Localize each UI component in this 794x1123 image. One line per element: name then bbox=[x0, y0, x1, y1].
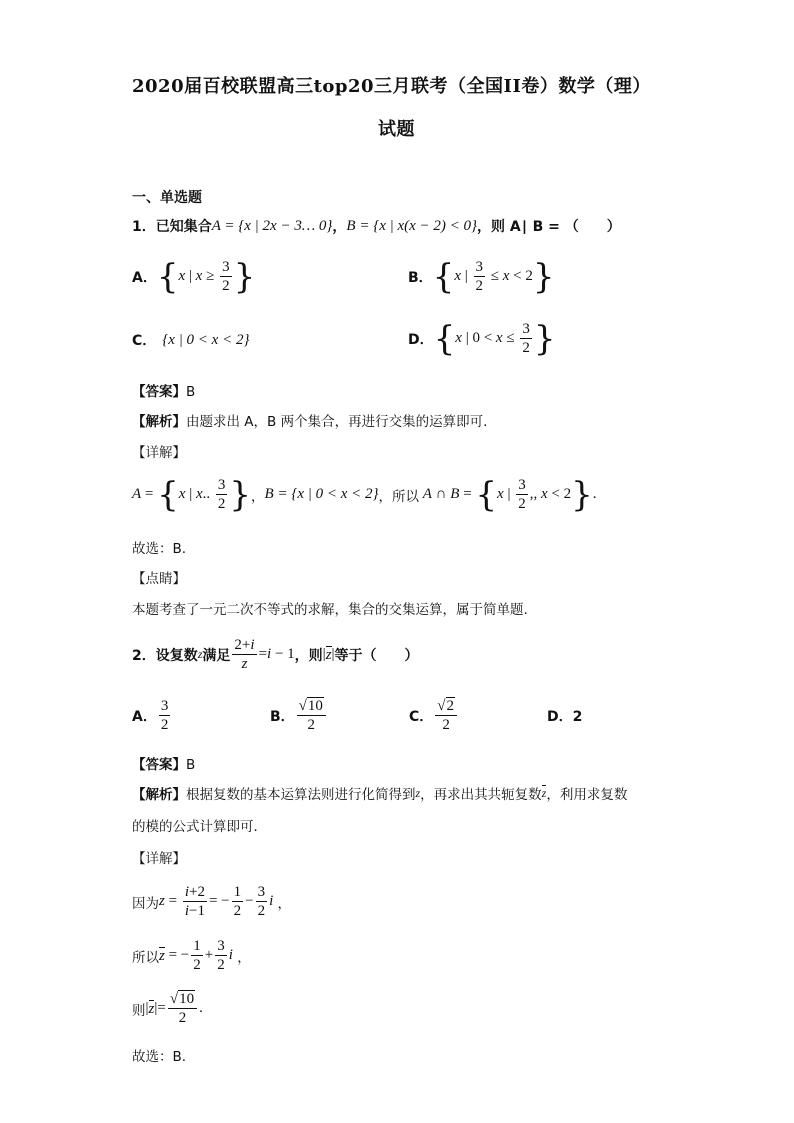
fraction: $\frac{3}{2}$ bbox=[217, 477, 226, 512]
q1-analysis bbox=[132, 410, 487, 430]
detail-set-b: B = {x | 0 < x < 2} bbox=[264, 486, 379, 502]
detail-connector: ，所以 bbox=[378, 488, 419, 505]
q2-ask: 等于（ ） bbox=[334, 647, 419, 664]
q2-step-2: 所以 z = − $\frac{1}{2}$ + $\frac{3}{2}$ i ， bbox=[132, 938, 251, 973]
fraction: $\frac{3}{2}$ bbox=[160, 698, 169, 733]
fraction: $\frac{2+i}{z}$ bbox=[234, 637, 255, 672]
left-brace: { bbox=[432, 256, 455, 297]
set-a-definition: A = {x | 2x − 3… 0} bbox=[211, 217, 333, 234]
fraction: $\frac{i+2}{i-1}$ bbox=[184, 884, 205, 919]
q1-option-b: B． { x | $\frac{3}{2}$ ≤ x < 2 } bbox=[408, 256, 555, 297]
option-label: A． bbox=[132, 708, 157, 725]
q2-detail-heading: 【详解】 bbox=[132, 851, 186, 867]
right-brace: } bbox=[571, 474, 593, 515]
option-label: A． bbox=[132, 269, 157, 286]
q2-analysis: 【解析】 根据复数的基本运算法则进行化简得到 z ，再求出其共轭复数 z ，利用求复数 bbox=[132, 783, 627, 803]
q1-answer bbox=[132, 380, 195, 400]
q2-analysis-cont: 的模的公式计算即可． bbox=[132, 819, 267, 835]
paper-title-line2: 试题 bbox=[378, 119, 415, 140]
q1-note-text: 本题考查了一元二次不等式的求解，集合的交集运算，属于简单题. bbox=[132, 602, 528, 618]
detail-tag: 【详解】 bbox=[132, 445, 186, 461]
right-brace: } bbox=[533, 318, 556, 359]
set-b-definition: B = {x | x(x − 2) < 0} bbox=[346, 217, 478, 234]
option-label: D．2 bbox=[547, 709, 583, 725]
option-label: C． bbox=[132, 333, 157, 349]
analysis-text: ，利用求复数 bbox=[546, 787, 628, 803]
left-brace: { bbox=[433, 318, 456, 359]
q2-option-b bbox=[270, 697, 328, 734]
answer-value: B bbox=[186, 384, 196, 400]
left-brace: { bbox=[475, 474, 498, 515]
q1-detail-heading bbox=[132, 441, 186, 461]
step-prefix: 则 bbox=[132, 1002, 146, 1019]
left-brace: { bbox=[156, 256, 179, 297]
fraction: √ 10 2 bbox=[168, 990, 197, 1027]
fraction: √ 10 2 bbox=[297, 697, 326, 734]
separator: ， bbox=[332, 219, 347, 235]
analysis-text: 由题求出 A，B 两个集合，再进行交集的运算即可. bbox=[186, 414, 488, 430]
answer-tag: 【答案】 bbox=[132, 384, 186, 400]
analysis-tag: 【解析】 bbox=[132, 787, 186, 803]
analysis-text: 根据复数的基本运算法则进行化简得到 bbox=[186, 787, 416, 803]
option-label: D． bbox=[408, 331, 434, 348]
option-label: C． bbox=[409, 708, 434, 725]
right-brace: } bbox=[233, 256, 256, 297]
analysis-text: ，再求出其共轭复数 bbox=[420, 787, 542, 803]
step-prefix: 所以 bbox=[132, 949, 159, 966]
q1-note-tag: 【点睛】 bbox=[132, 571, 186, 587]
q2-answer bbox=[132, 753, 195, 773]
q2-step-3: 则 | z |= √ 10 2 . bbox=[132, 991, 203, 1026]
q1-option-d: D． { x | 0 < x ≤ $\frac{3}{2}$ } bbox=[408, 318, 556, 359]
q1-option-a: A． { x | x ≥ $\frac{3}{2}$ } bbox=[132, 256, 256, 297]
q2-option-d bbox=[547, 706, 582, 726]
q2-connector: ，则 bbox=[294, 647, 323, 664]
fraction: $\frac{1}{2}$ bbox=[233, 884, 242, 919]
right-brace: } bbox=[229, 474, 252, 515]
fraction: √ 2 2 bbox=[435, 697, 457, 734]
question-1-number: 1．已知集合 bbox=[132, 219, 212, 235]
left-brace: { bbox=[157, 474, 179, 515]
q2-choose: 故选：B. bbox=[132, 1049, 187, 1065]
q1-choose: 故选：B. bbox=[132, 541, 187, 557]
q2-option-a bbox=[132, 697, 172, 734]
fraction: $\frac{3}{2}$ bbox=[475, 259, 483, 294]
fraction: $\frac{3}{2}$ bbox=[522, 321, 530, 356]
answer-tag: 【答案】 bbox=[132, 757, 186, 773]
question-1-stem bbox=[132, 216, 621, 236]
fraction: $\frac{3}{2}$ bbox=[257, 884, 266, 919]
paper-title-line1: 2020届百校联盟高三top20三月联考（全国II卷）数学（理） bbox=[132, 76, 651, 97]
question-2-stem: 2．设复数 z 满足 $\frac{2+i}{z}$ = i − 1 ，则 | z | 等于（ ） bbox=[132, 637, 419, 672]
section-heading: 一、单选题 bbox=[132, 190, 202, 206]
q2-option-c bbox=[409, 697, 459, 734]
question-1-ask: ，则 A∣ B = （ ） bbox=[477, 219, 621, 235]
q1-detail-equation: A = { x | x .. $\frac{3}{2}$ } ， B = {x | 0 < x < 2} ，所以 A ∩ B = { x | $\frac{3}{2}$ ,, x < 2 } . bbox=[132, 474, 597, 515]
answer-value: B bbox=[186, 757, 196, 773]
q2-step-1: 因为 z = $\frac{i+2}{i-1}$ = − $\frac{1}{2}$ − $\frac{3}{2}$ i ， bbox=[132, 884, 292, 919]
fraction: $\frac{3}{2}$ bbox=[518, 477, 526, 512]
q2-connector: 满足 bbox=[202, 647, 231, 664]
question-2-number: 2．设复数 bbox=[132, 647, 198, 664]
step-prefix: 因为 bbox=[132, 895, 159, 912]
q1-option-c bbox=[132, 330, 249, 350]
option-label: B． bbox=[408, 269, 433, 286]
fraction: $\frac{1}{2}$ bbox=[193, 938, 201, 973]
analysis-tag: 【解析】 bbox=[132, 414, 186, 430]
fraction: $\frac{3}{2}$ bbox=[222, 259, 230, 294]
option-label: B． bbox=[270, 708, 295, 725]
option-text: {x | 0 < x < 2} bbox=[162, 331, 250, 348]
right-brace: } bbox=[532, 256, 555, 297]
fraction: $\frac{3}{2}$ bbox=[217, 938, 225, 973]
